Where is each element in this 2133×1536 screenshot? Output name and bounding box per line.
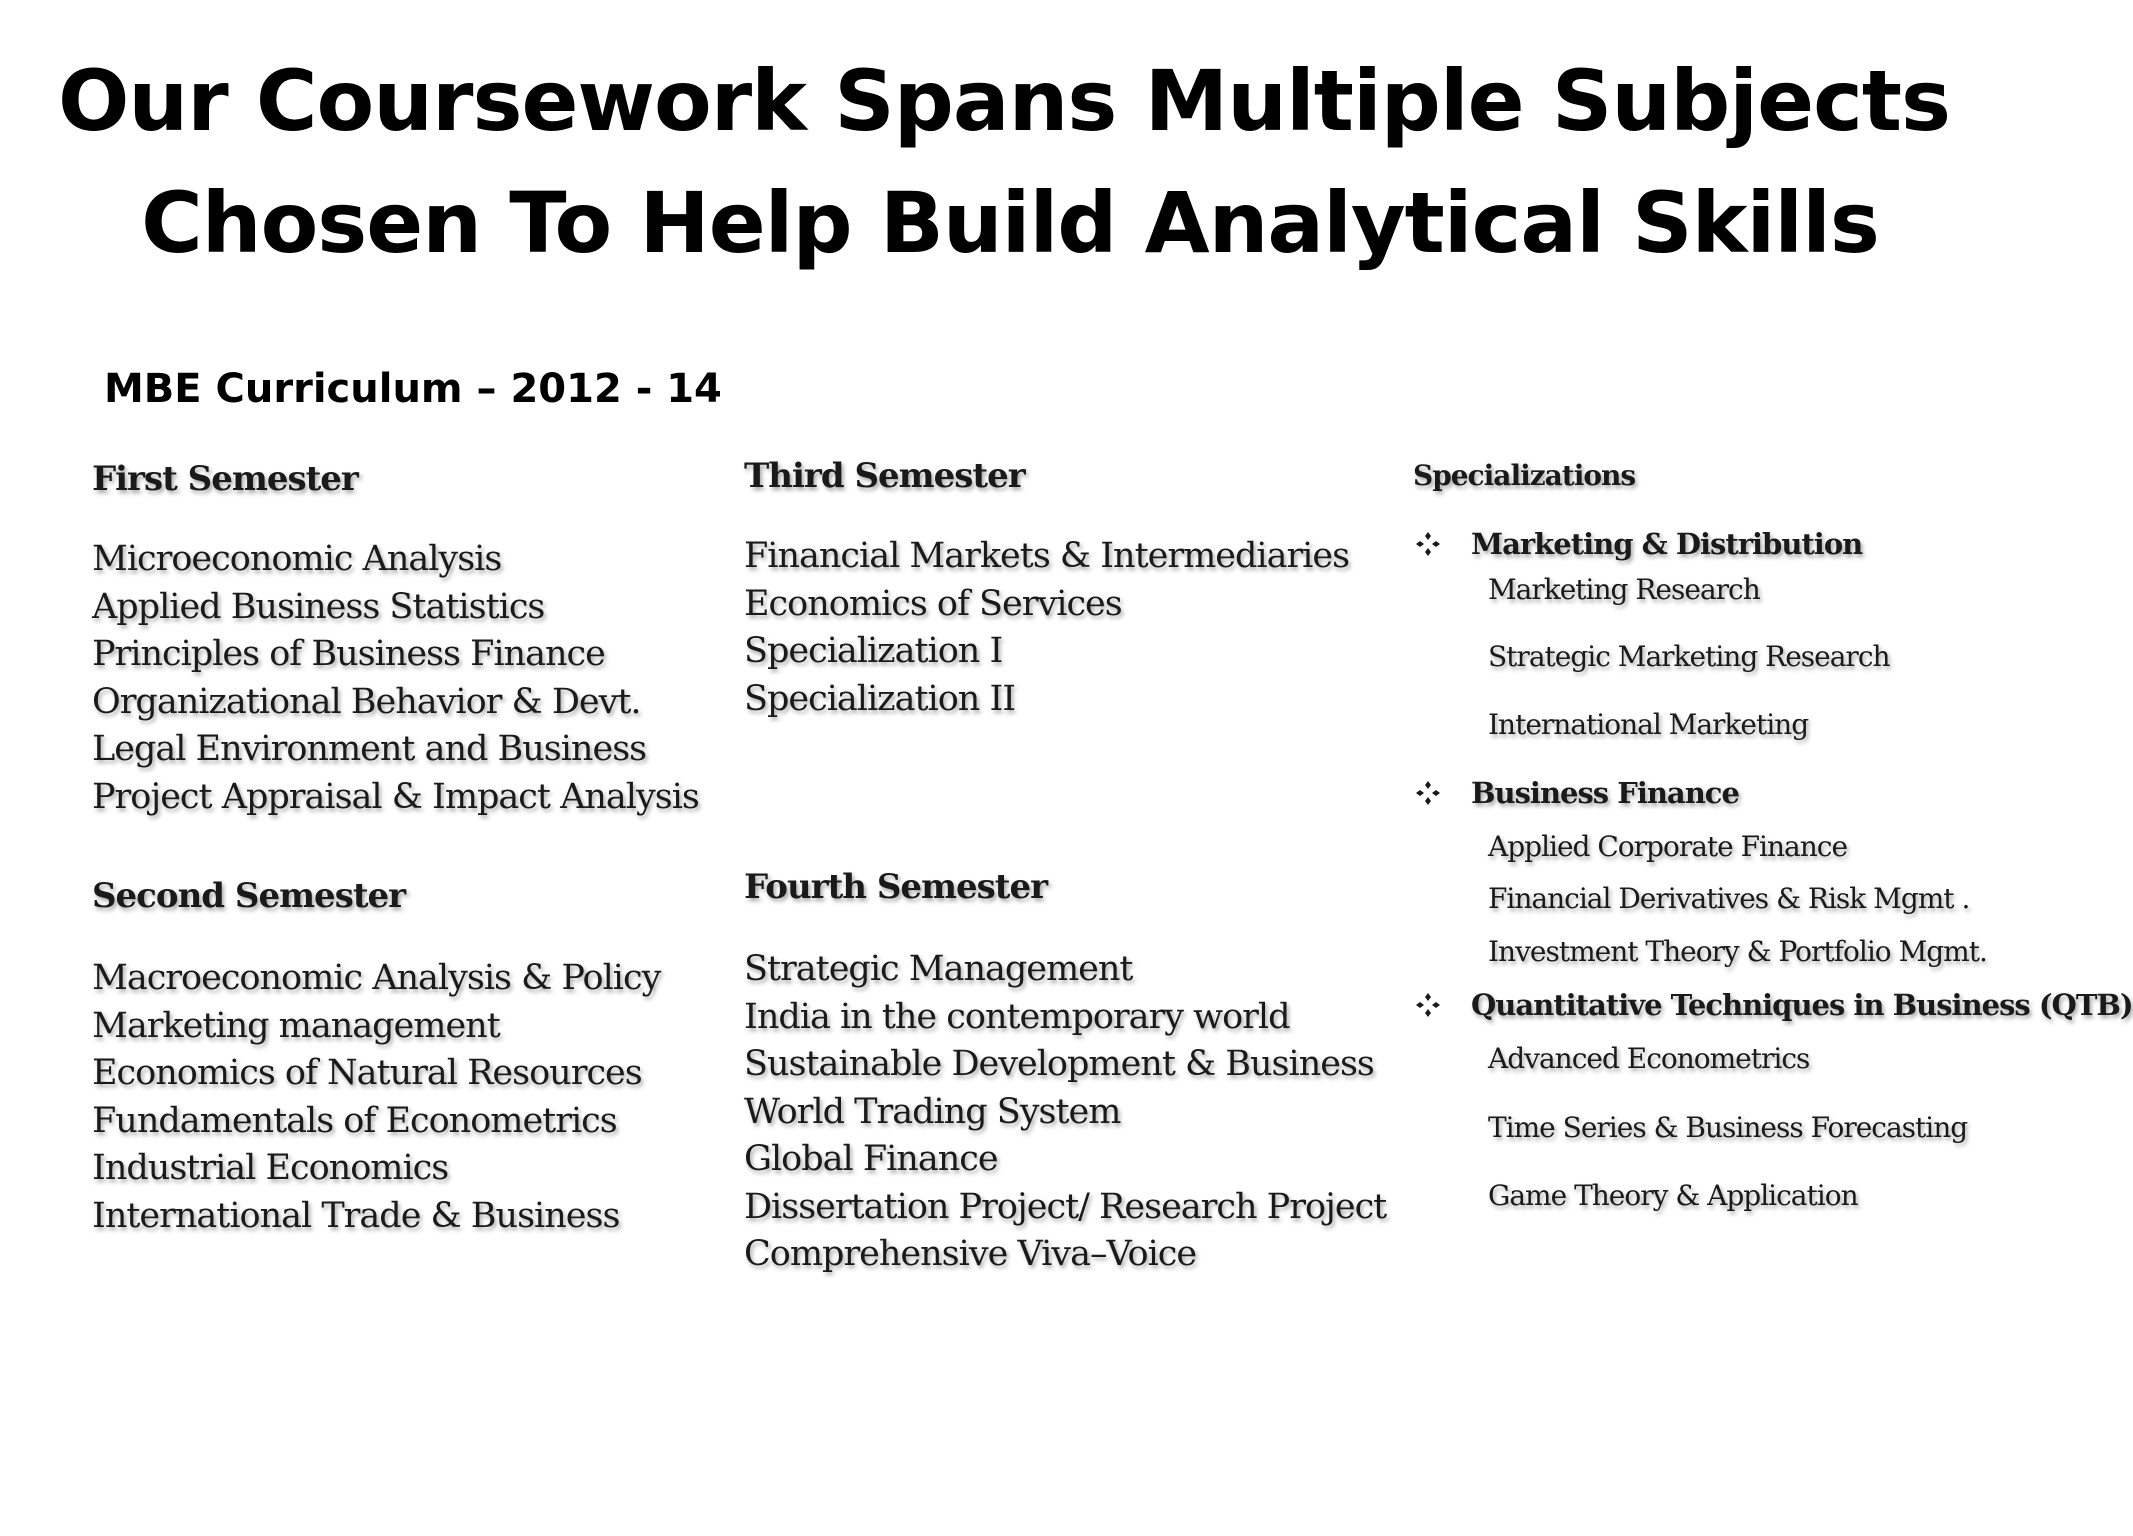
fourth-semester-block bbox=[744, 864, 1386, 1279]
course-item: Fundamentals of Econometrics bbox=[92, 1100, 617, 1141]
four-diamond-bullet-icon bbox=[1413, 529, 1443, 559]
course-item: Principles of Business Finance bbox=[92, 634, 605, 674]
specializations-block bbox=[1413, 456, 2133, 1216]
specialization-group-name: Business Finance bbox=[1471, 776, 1739, 810]
course-item: Applied Business Statistics bbox=[92, 586, 545, 627]
course-item: Legal Environment and Business bbox=[92, 729, 647, 769]
course-item: International Trade & Business bbox=[92, 1195, 620, 1236]
course-item: Dissertation Project/ Research Project bbox=[744, 1186, 1387, 1227]
third-semester-course-list bbox=[744, 533, 1349, 723]
course-item: Global Finance bbox=[744, 1139, 998, 1179]
specialization-group-heading bbox=[1413, 985, 2133, 1025]
specialization-item: Strategic Marketing Research bbox=[1488, 640, 1890, 673]
four-diamond-bullet-icon bbox=[1413, 778, 1443, 808]
second-semester-course-list bbox=[92, 955, 660, 1240]
specialization-item: Game Theory & Application bbox=[1488, 1179, 1858, 1212]
four-diamond-bullet-icon bbox=[1413, 990, 1443, 1020]
second-semester-heading: Second Semester bbox=[92, 876, 406, 916]
course-item: India in the contemporary world bbox=[744, 996, 1290, 1037]
specialization-item: Marketing Research bbox=[1488, 573, 1760, 606]
specialization-group-name: Quantitative Techniques in Business (QTB) bbox=[1471, 988, 2133, 1022]
course-item: Financial Markets & Intermediaries bbox=[744, 536, 1350, 576]
specialization-item: Advanced Econometrics bbox=[1488, 1042, 1810, 1075]
first-semester-heading: First Semester bbox=[92, 459, 358, 499]
course-item: Microeconomic Analysis bbox=[92, 539, 502, 579]
specialization-item: International Marketing bbox=[1488, 708, 1809, 741]
fourth-semester-heading: Fourth Semester bbox=[744, 867, 1048, 907]
slide-title bbox=[57, 40, 1960, 284]
course-item: Organizational Behavior & Devt. bbox=[92, 681, 641, 722]
first-semester-block bbox=[92, 456, 699, 821]
course-item: Specialization I bbox=[744, 631, 1003, 671]
specialization-item: Time Series & Business Forecasting bbox=[1488, 1111, 1968, 1144]
fourth-semester-course-list bbox=[744, 946, 1386, 1279]
second-semester-block bbox=[92, 873, 660, 1240]
specialization-group-heading bbox=[1413, 524, 2033, 564]
course-item: Strategic Management bbox=[744, 949, 1133, 989]
title-line-1: Our Coursework Spans Multiple Subjects bbox=[57, 52, 1951, 150]
title-line-2: Chosen To Help Build Analytical Skills bbox=[141, 174, 1879, 272]
course-item: Project Appraisal & Impact Analysis bbox=[92, 776, 699, 817]
course-item: Sustainable Development & Business bbox=[744, 1044, 1374, 1084]
specialization-group-heading bbox=[1413, 773, 2033, 813]
course-item: Marketing management bbox=[92, 1005, 500, 1046]
first-semester-course-list bbox=[92, 536, 699, 821]
specialization-item: Financial Derivatives & Risk Mgmt . bbox=[1488, 882, 1970, 915]
specialization-group-name: Marketing & Distribution bbox=[1471, 527, 1863, 561]
third-semester-heading: Third Semester bbox=[744, 456, 1025, 496]
specialization-item: Investment Theory & Portfolio Mgmt. bbox=[1488, 935, 1987, 968]
course-item: Industrial Economics bbox=[92, 1148, 449, 1188]
specializations-heading: Specializations bbox=[1413, 459, 1636, 492]
course-item: Economics of Natural Resources bbox=[92, 1053, 642, 1093]
third-semester-block bbox=[744, 453, 1349, 723]
course-item: World Trading System bbox=[744, 1091, 1121, 1132]
course-item: Macroeconomic Analysis & Policy bbox=[92, 958, 661, 998]
course-item: Specialization II bbox=[744, 678, 1016, 719]
course-item: Economics of Services bbox=[744, 583, 1122, 624]
specialization-item: Applied Corporate Finance bbox=[1488, 830, 1848, 863]
course-item: Comprehensive Viva–Voice bbox=[744, 1234, 1197, 1274]
curriculum-subtitle: MBE Curriculum – 2012 - 14 bbox=[104, 366, 722, 412]
